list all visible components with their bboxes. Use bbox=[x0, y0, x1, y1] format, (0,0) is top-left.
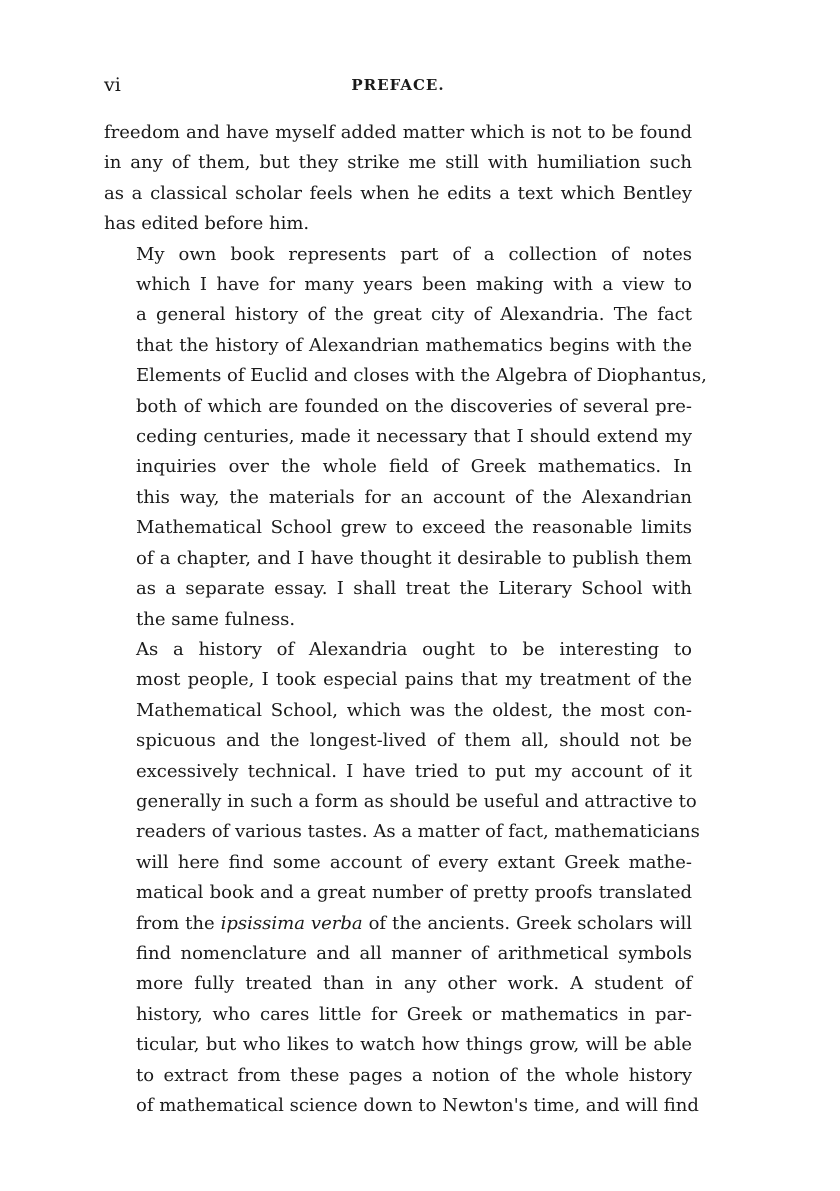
page-number: vi bbox=[104, 74, 121, 96]
text-line: to extract from these pages a notion of the whole history bbox=[136, 1064, 692, 1086]
paragraph bbox=[104, 118, 692, 240]
text-line: excessively technical. I have tried to put my account of it bbox=[136, 760, 692, 782]
text-line: Mathematical School grew to exceed the reasonable limits bbox=[136, 517, 692, 539]
text-line: matical book and a great number of pretty proofs translated bbox=[136, 882, 692, 904]
text-line: Mathematical School, which was the oldest, the most con- bbox=[136, 699, 692, 721]
text-line: ceding centuries, made it necessary that I should extend my bbox=[136, 426, 692, 448]
italic-phrase: ipsissima verba bbox=[220, 912, 363, 934]
running-header bbox=[104, 74, 692, 104]
text-line: which I have for many years been making with a view to bbox=[136, 274, 692, 296]
text-line: as a classical scholar feels when he edits a text which Bentley bbox=[104, 182, 692, 204]
text-line: As a history of Alexandria ought to be interesting to bbox=[136, 638, 692, 660]
text-line: most people, I took especial pains that my treatment of the bbox=[136, 669, 692, 691]
text-line: more fully treated than in any other work. A student of bbox=[136, 973, 692, 995]
paragraph bbox=[104, 240, 707, 635]
text-line: has edited before him. bbox=[104, 213, 310, 235]
paragraph bbox=[104, 635, 700, 1122]
text-line: Elements of Euclid and closes with the Algebra of Diophantus, bbox=[136, 365, 707, 387]
text-line: of mathematical science down to Newton's time, and will find bbox=[136, 1095, 699, 1116]
text-line: generally in such a form as should be useful and attractive to bbox=[136, 790, 697, 812]
text-line: freedom and have myself added matter which is not to be found bbox=[104, 122, 692, 143]
text-line: find nomenclature and all manner of arithmetical symbols bbox=[136, 942, 692, 964]
text-line: in any of them, but they strike me still with humiliation such bbox=[104, 152, 692, 174]
running-title: PREFACE. bbox=[351, 76, 445, 94]
text-line: the same fulness. bbox=[136, 608, 296, 630]
text-line: will here find some account of every extant Greek mathe- bbox=[136, 851, 692, 873]
text-line: history, who cares little for Greek or mathematics in par- bbox=[136, 1003, 692, 1025]
text-line: ticular, but who likes to watch how things grow, will be able bbox=[136, 1034, 692, 1056]
text-line: of a chapter, and I have thought it desirable to publish them bbox=[136, 547, 692, 569]
text-line: a general history of the great city of Alexandria. The fact bbox=[136, 304, 692, 326]
text-line: readers of various tastes. As a matter of fact, mathematicians bbox=[136, 821, 700, 843]
text-line: that the history of Alexandrian mathematics begins with the bbox=[136, 334, 692, 356]
text-line: from the ipsissima verba of the ancients. Greek scholars will bbox=[136, 912, 693, 934]
text-line: My own book represents part of a collection of notes bbox=[136, 243, 692, 265]
text-line: spicuous and the longest-lived of them all, should not be bbox=[136, 730, 692, 752]
text-line: both of which are founded on the discoveries of several pre- bbox=[136, 395, 692, 417]
text-line: this way, the materials for an account of the Alexandrian bbox=[136, 486, 692, 508]
body-text bbox=[104, 118, 707, 1121]
book-page bbox=[104, 74, 707, 1121]
text-line: inquiries over the whole field of Greek mathematics. In bbox=[136, 456, 692, 478]
text-line: as a separate essay. I shall treat the Literary School with bbox=[136, 578, 692, 600]
